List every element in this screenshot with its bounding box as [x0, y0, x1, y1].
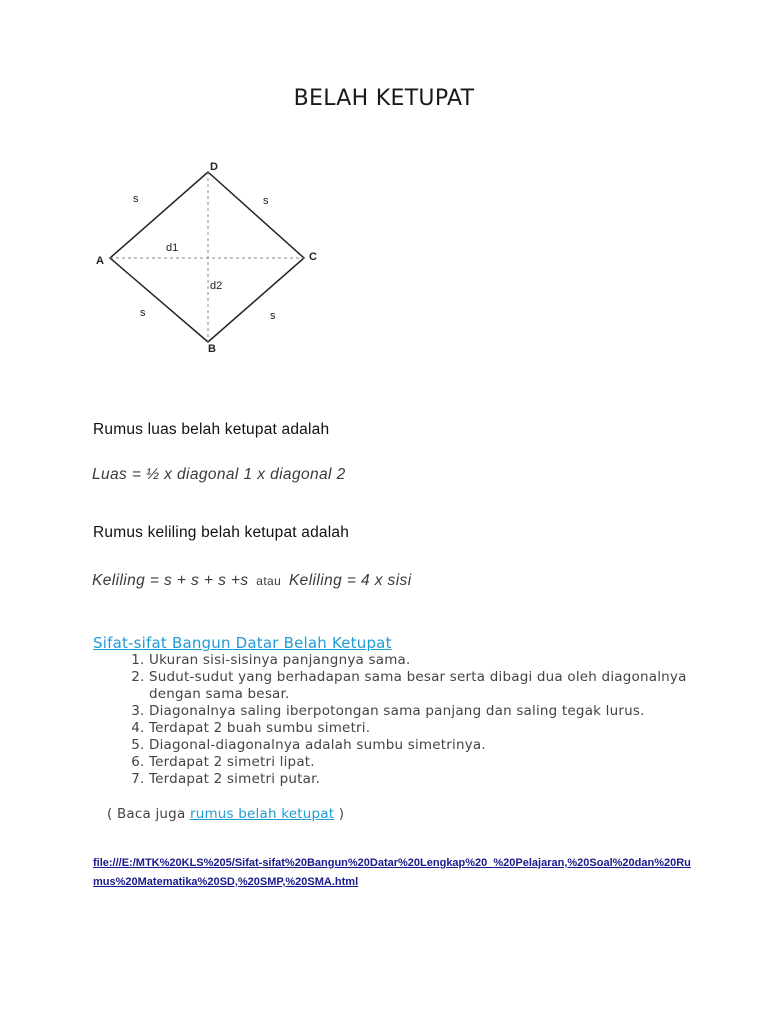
list-item: 4. Terdapat 2 buah sumbu simetri.: [149, 720, 689, 737]
baca-suffix: ): [338, 806, 345, 822]
file-path-link[interactable]: file:///E:/MTK%20KLS%205/Sifat-sifat%20Bangun%20Datar%20Lengkap%20_%20Pelajaran,%20Soal%20dan%20Rumus%20Matematika%20SD,%20SMP,%20SMA.html: [93, 857, 691, 888]
side-label-top-right: s: [263, 195, 269, 207]
list-item: 3. Diagonalnya saling iberpotongan sama panjang dan saling tegak lurus.: [149, 703, 689, 720]
diagonal-2-label: d2: [210, 280, 223, 292]
list-item: 6. Terdapat 2 simetri lipat.: [149, 754, 689, 771]
baca-link[interactable]: rumus belah ketupat: [189, 806, 335, 822]
luas-formula: Luas = ½ x diagonal 1 x diagonal 2: [92, 466, 346, 483]
baca-juga: [107, 806, 344, 822]
side-label-top-left: s: [133, 193, 139, 205]
sifat-title-link[interactable]: Sifat-sifat Bangun Datar Belah Ketupat: [93, 634, 392, 652]
side-label-bottom-left: s: [140, 307, 146, 319]
vertex-a-label: A: [96, 255, 104, 267]
keliling-formula: [92, 572, 412, 590]
list-item: 2. Sudut-sudut yang berhadapan sama besar serta dibagi dua oleh diagonalnya dengan sama besar.: [149, 669, 689, 703]
diagonal-1-label: d1: [166, 242, 179, 254]
page-title: BELAH KETUPAT: [293, 86, 475, 111]
vertex-b-label: B: [208, 343, 216, 355]
vertex-c-label: C: [309, 251, 317, 263]
keliling-connector: atau: [256, 574, 282, 588]
rhombus-diagram: [88, 150, 348, 365]
list-item: 1. Ukuran sisi-sisinya panjangnya sama.: [149, 652, 689, 669]
baca-prefix: ( Baca juga: [107, 806, 186, 822]
keliling-heading: Rumus keliling belah ketupat adalah: [93, 524, 350, 541]
vertex-d-label: D: [210, 161, 218, 173]
list-item: 7. Terdapat 2 simetri putar.: [149, 771, 689, 788]
keliling-formula-product: Keliling = 4 x sisi: [288, 572, 412, 589]
luas-heading: Rumus luas belah ketupat adalah: [93, 421, 330, 438]
keliling-formula-sum: Keliling = s + s + s +s: [92, 572, 249, 589]
side-label-bottom-right: s: [270, 310, 276, 322]
sifat-list: [126, 652, 689, 788]
list-item: 5. Diagonal-diagonalnya adalah sumbu simetrinya.: [149, 737, 689, 754]
